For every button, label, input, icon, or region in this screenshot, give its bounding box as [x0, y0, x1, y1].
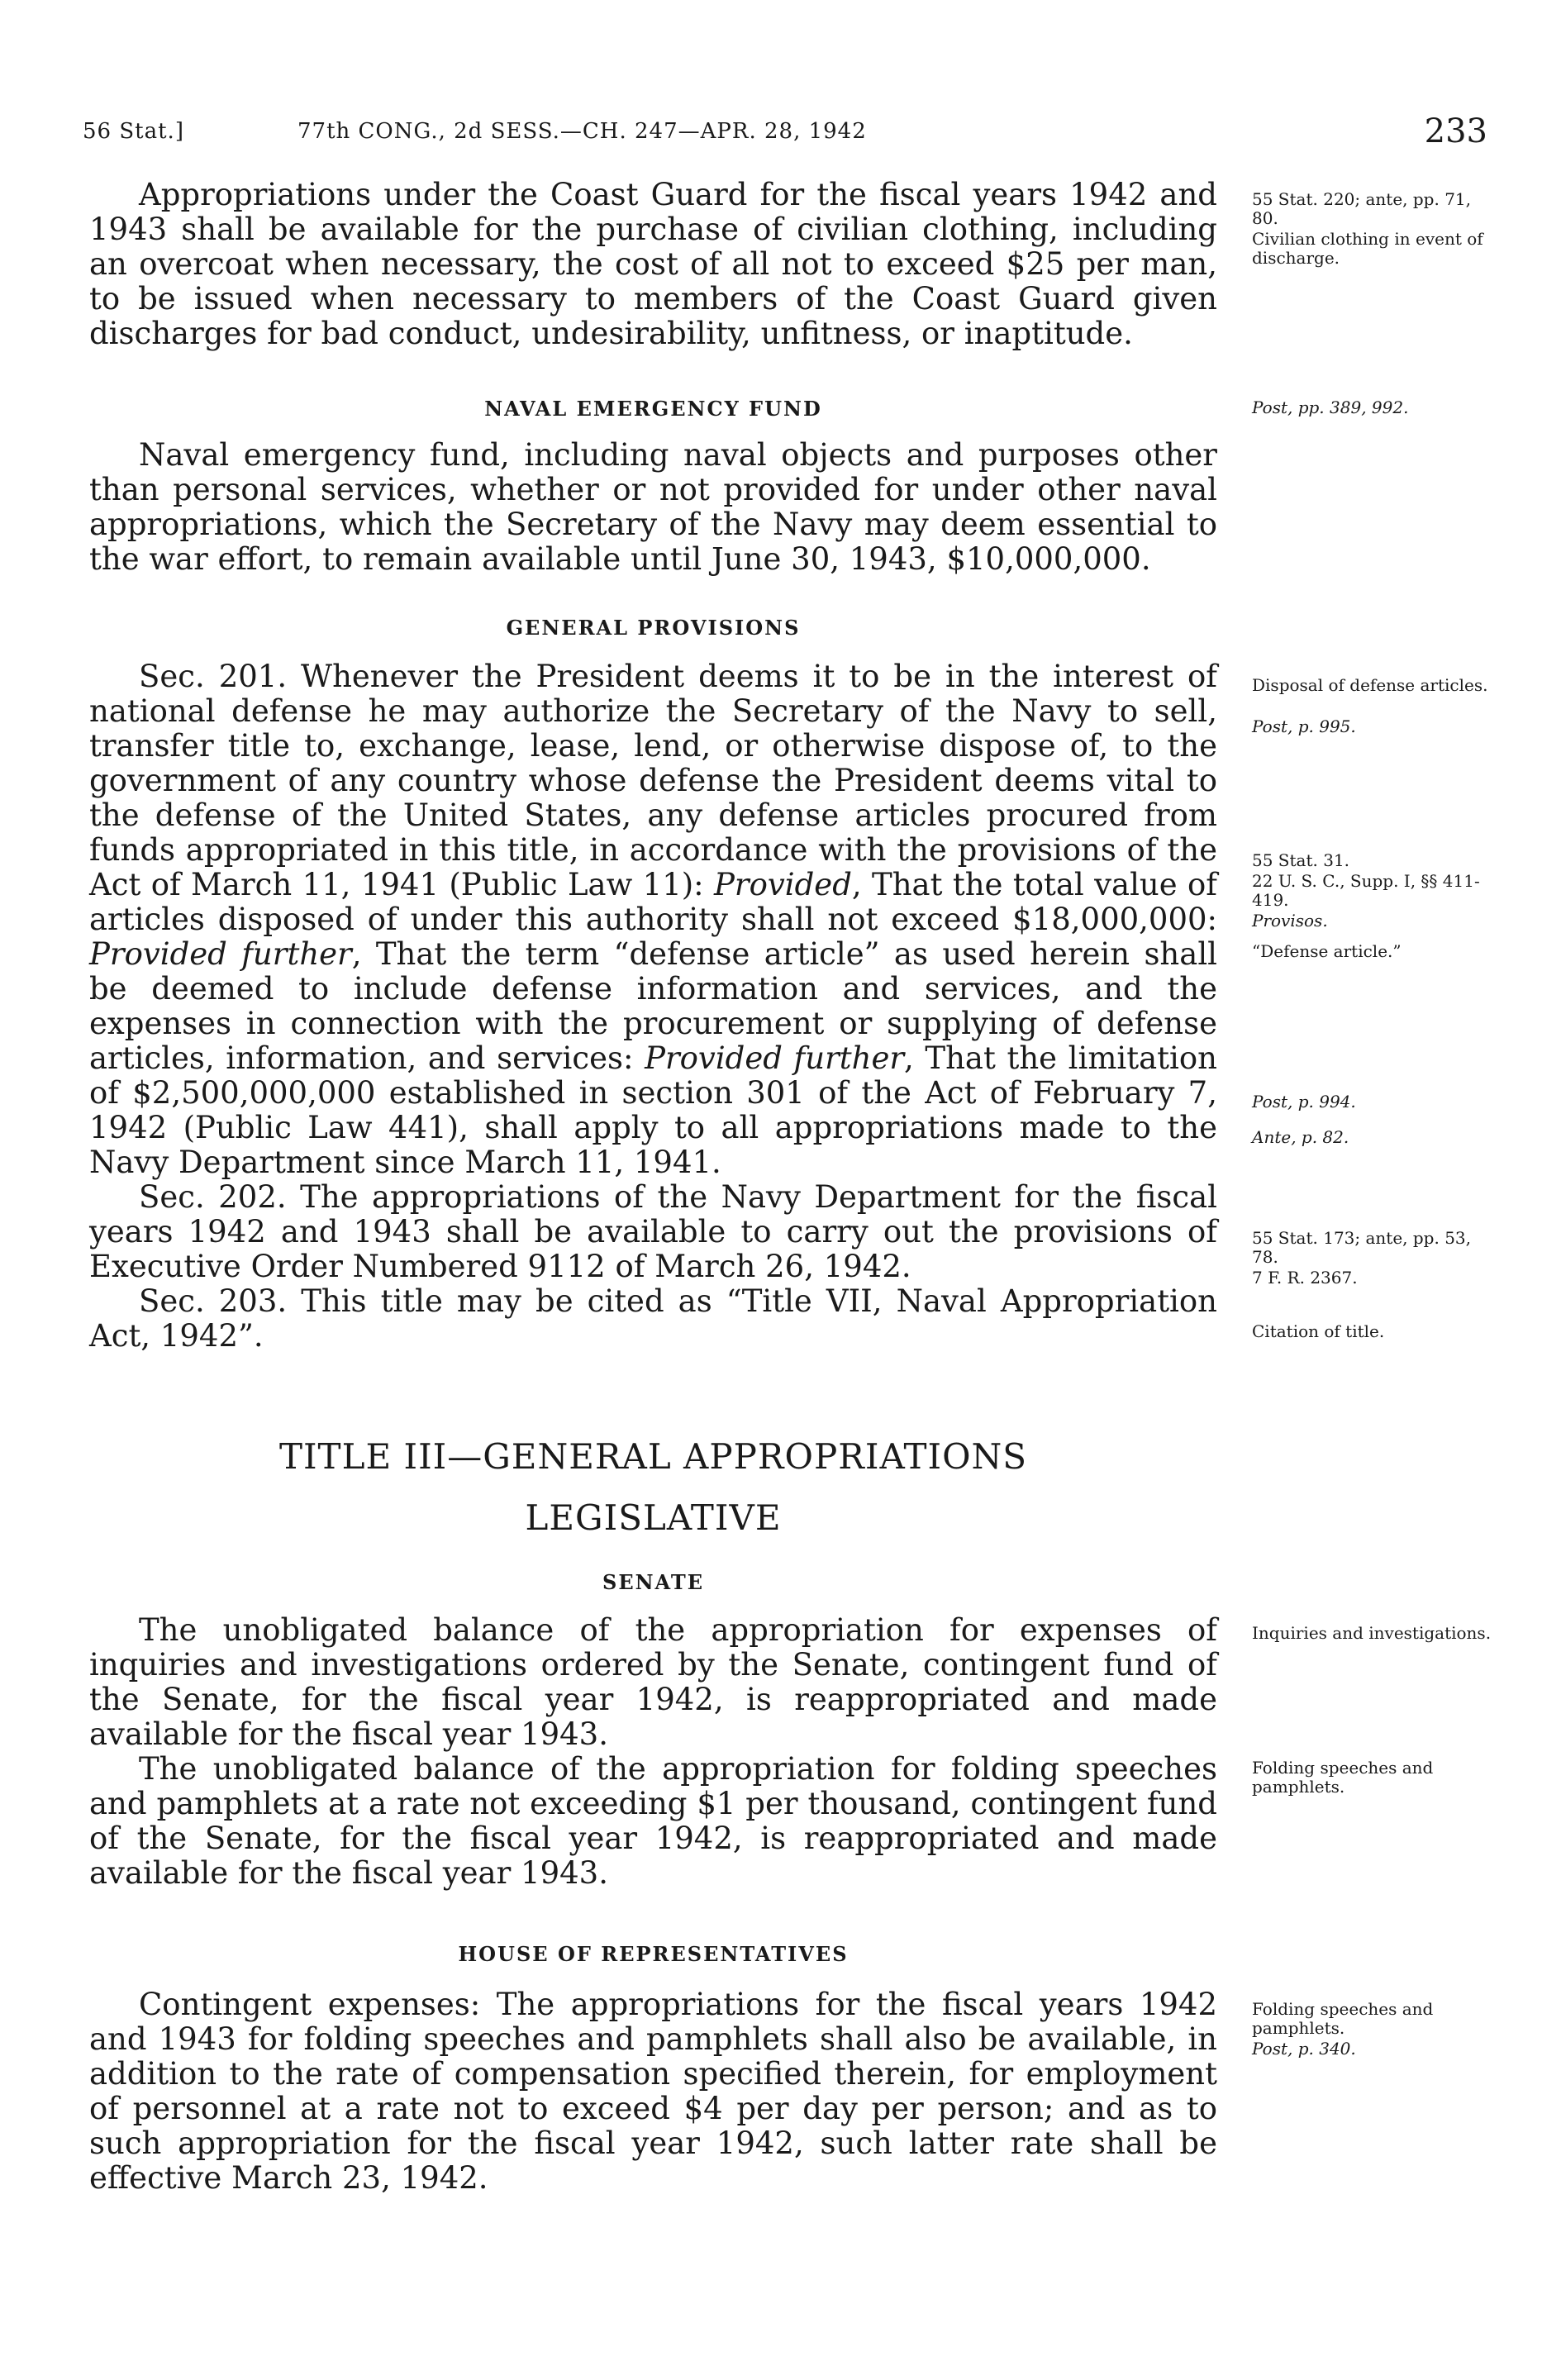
margin-note-citation: Post, p. 340. — [1252, 2039, 1356, 2059]
margin-note-topic: “Defense article.” — [1252, 941, 1402, 961]
proviso-provided-further: Provided further — [89, 936, 352, 972]
margin-note-topic: Citation of title. — [1252, 1321, 1385, 1341]
paragraph-coast-guard — [89, 178, 1217, 351]
margin-note-citation: 7 F. R. 2367. — [1252, 1268, 1358, 1288]
margin-note-citation: 55 Stat. 173; ante, pp. 53, 78. — [1252, 1228, 1472, 1267]
session-chapter-date: 77th CONG., 2d SESS.—CH. 247—APR. 28, 1942 — [297, 119, 867, 144]
sec201-text-d: , That the limitation of $2,500,000,000 established in section 301 of the Act of February 7, 1942 (Public Law 441), shall apply to all appropriations made to the Navy Department since March 11, 1941. — [89, 1040, 1217, 1180]
paragraph-text: Appropriations under the Coast Guard for the fiscal years 1942 and 1943 shall be available for the purchase of civilian clothing, including an overcoat when necessary, the cost of all not to exceed $25 per man, to be issued when necessary to members of the Coast Guard given discharges for bad conduct, undesirability, unfitness, or inaptitude. — [89, 177, 1217, 351]
paragraph-folding-speeches: The unobligated balance of the appropriation for folding speeches and pamphlets at a rate not exceeding $1 per thousand, contingent fund of the Senate, for the fiscal year 1942, is reappropriated and made available for the fiscal year 1943. — [89, 1751, 1217, 1891]
margin-note-topic: Folding speeches and pamphlets. — [1252, 1999, 1434, 2038]
margin-note-citation: Ante, p. 82. — [1252, 1127, 1349, 1147]
paragraph-contingent-expenses: Contingent expenses: The appropriations for the fiscal years 1942 and 1943 for folding speeches and pamphlets shall also be available, in addition to the rate of compensation specified therein, for employment of personnel at a rate not to exceed $4 per day per person; and as to such appropriation for the fiscal year 1942, such latter rate shall be effective March 23, 1942. — [89, 1987, 1217, 2196]
margin-note-citation: 55 Stat. 220; ante, pp. 71, 80. — [1252, 189, 1472, 228]
margin-note-topic: Inquiries and investigations. — [1252, 1623, 1492, 1643]
heading-legislative: LEGISLATIVE — [525, 1497, 782, 1538]
proviso-provided: Provided — [714, 867, 852, 902]
section-201 — [89, 659, 1217, 1354]
margin-note-citation: Post, pp. 389, 992. — [1252, 397, 1409, 417]
sec201-text-c: , That the term “defense article” as used herein shall be deemed to include defense information and services, and the expenses in connection with the procurement or supplying of defense articles, information, and services: — [89, 936, 1217, 1076]
paragraph-naval-fund — [89, 438, 1217, 577]
section-202: Sec. 202. The appropriations of the Navy Department for the fiscal years 1942 and 1943 shall be available to carry out the provisions of Executive Order Numbered 9112 of March 26, 1942. — [89, 1179, 1217, 1284]
section-203: Sec. 203. This title may be cited as “Title VII, Naval Appropriation Act, 1942”. — [89, 1283, 1217, 1354]
margin-note-topic: Folding speeches and pamphlets. — [1252, 1758, 1434, 1797]
paragraph-text — [89, 659, 1217, 1180]
margin-note-provisos: Provisos. — [1252, 911, 1328, 931]
heading-senate: SENATE — [602, 1570, 705, 1594]
proviso-provided-further: Provided further — [645, 1040, 905, 1076]
house-paragraphs — [89, 1987, 1217, 2196]
paragraph-text: Naval emergency fund, including naval objects and purposes other than personal services, whether or not provided for under other naval appropriations, which the Secretary of the Navy may deem essential to the war effort, to remain available until June 30, 1943, $10,000,000. — [89, 437, 1217, 577]
senate-paragraphs — [89, 1613, 1217, 1891]
page-number: 233 — [1424, 112, 1487, 150]
heading-house-of-representatives: HOUSE OF REPRESENTATIVES — [458, 1942, 849, 1966]
margin-note-citation: 22 U. S. C., Supp. I, §§ 411-419. — [1252, 871, 1480, 910]
heading-title-iii: TITLE III—GENERAL APPROPRIATIONS — [278, 1436, 1028, 1477]
running-head — [83, 112, 1487, 162]
sec201-text-a: Sec. 201. Whenever the President deems it to be in the interest of national defense he may authorize the Secretary of the Navy to sell, transfer title to, exchange, lease, lend, or otherwise dispose of, to the government of any country whose defense the President deems vital to the defense of the United States, any defense articles procured from funds appropriated in this title, in accordance with the provisions of the Act of March 11, 1941 (Public Law 11): — [89, 659, 1217, 902]
paragraph-inquiries: The unobligated balance of the appropriation for expenses of inquiries and investigations ordered by the Senate, contingent fund of the Senate, for the fiscal year 1942, is reappropriated and made available for the fiscal year 1943. — [89, 1612, 1217, 1752]
margin-note-citation: 55 Stat. 31. — [1252, 850, 1350, 870]
margin-note-topic: Disposal of defense articles. — [1252, 675, 1488, 695]
heading-naval-emergency-fund: NAVAL EMERGENCY FUND — [484, 397, 822, 421]
sec201-text-b: , That the total value of articles disposed of under this authority shall not exceed $18,000,000: — [89, 867, 1217, 937]
margin-note-citation: Post, p. 995. — [1252, 716, 1356, 736]
heading-general-provisions: GENERAL PROVISIONS — [506, 616, 801, 640]
margin-note-citation: Post, p. 994. — [1252, 1092, 1356, 1111]
statute-volume: 56 Stat.] — [83, 119, 184, 144]
margin-note-topic: Civilian clothing in event of discharge. — [1252, 229, 1483, 268]
